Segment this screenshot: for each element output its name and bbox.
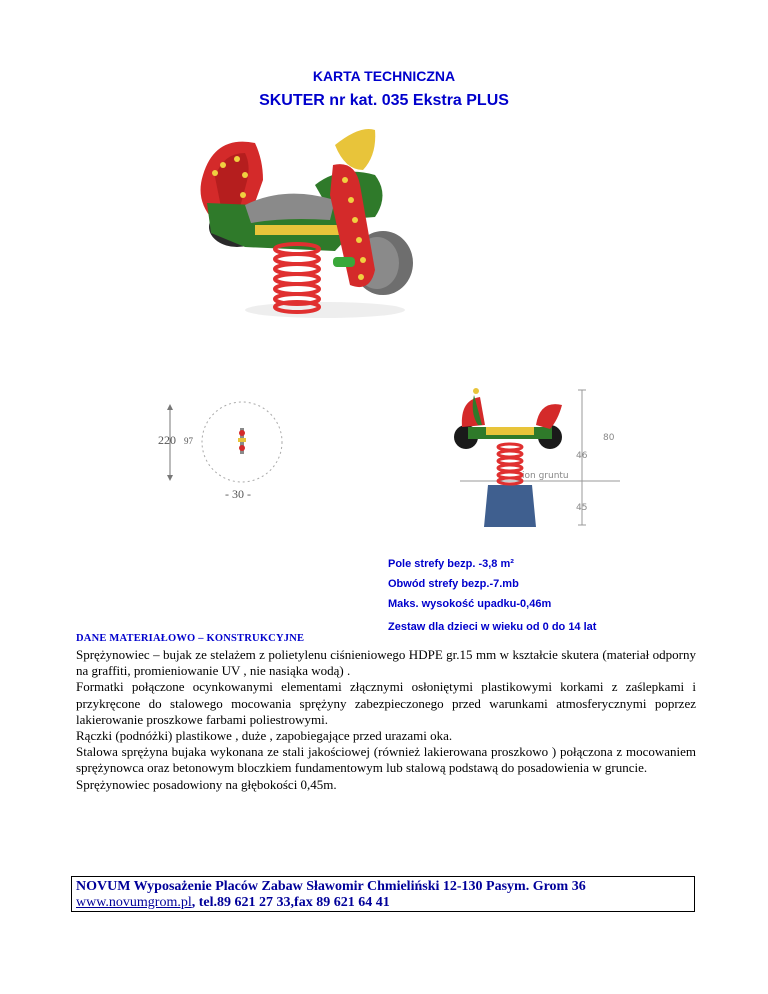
seat [245, 194, 335, 223]
materials-body [76, 647, 696, 793]
materials-paragraph: Sprężynowiec posadowiony na głębokości 0,45m. [76, 776, 337, 792]
materials-paragraph: Sprężynowiec – bujak ze stelażem z polietylenu ciśnieniowego HDPE gr.15 mm w kształcie skutera (materiał odporny na graffiti, promieniowanie UV , nie nasiąka wodą) . [76, 647, 696, 679]
contact-line [76, 895, 690, 911]
age-range: Zestaw dla dzieci w wieku od 0 do 14 lat [388, 621, 597, 633]
materials-paragraph: Rączki (podnóżki) plastikowe , duże , zapobiegające przed urazami oka. [76, 728, 453, 744]
safety-perimeter: Obwód strefy bezp.-7.mb [388, 578, 519, 590]
spring-icon [275, 244, 319, 312]
phone-fax: , tel.89 621 27 33,fax 89 621 64 41 [191, 895, 390, 910]
plan-view-diagram [150, 400, 290, 505]
ground-label: ion gruntu [522, 471, 569, 481]
footer-contact-box [71, 876, 695, 912]
height-label-b: 97 [184, 436, 193, 446]
dim-total: 80 [603, 433, 615, 443]
product-title: SKUTER nr kat. 035 Ekstra PLUS [259, 92, 509, 109]
fall-height: Maks. wysokość upadku-0,46m [388, 598, 552, 610]
handle-icon [333, 257, 355, 267]
materials-paragraph: Stalowa sprężyna bujaka wykonana ze stali jakościowej (również lakierowana proszkowo ) połączona z mocowaniem sprężynowca oraz betonowym bloczkiem fundamentowym lub stalową podstawą do posadowienia w gruncie. [76, 744, 696, 776]
headlight-icon [335, 129, 375, 170]
safety-area: Pole strefy bezp. -3,8 m² [388, 558, 514, 570]
dim-depth: 45 [576, 503, 588, 513]
company-name: NOVUM Wyposażenie Placów Zabaw Sławomir Chmieliński 12-130 Pasym. Grom 36 [76, 879, 586, 894]
side-view-diagram [440, 385, 625, 535]
dim-seat: 46 [576, 451, 588, 461]
height-label-a: 220 [158, 433, 176, 447]
yellow-strip [255, 225, 345, 235]
document-title: KARTA TECHNICZNA [312, 68, 456, 84]
width-label: - 30 - [225, 487, 251, 501]
foundation-block [484, 485, 536, 527]
scooter-illustration [185, 125, 430, 325]
materials-heading: DANE MATERIAŁOWO – KONSTRUKCYJNE [76, 633, 305, 644]
website-link[interactable]: www.novumgrom.pl [76, 895, 192, 910]
materials-paragraph: Formatki połączone ocynkowanymi elementami złącznymi osłoniętymi plastikowymi korkami z zaślepkami i przykręcone do stalowego mocowania sprężyny zabezpieczonego przed warunkami atmosferycznymi poprzez lakierowanie proszkowe farbami poliestrowymi. [76, 679, 696, 727]
